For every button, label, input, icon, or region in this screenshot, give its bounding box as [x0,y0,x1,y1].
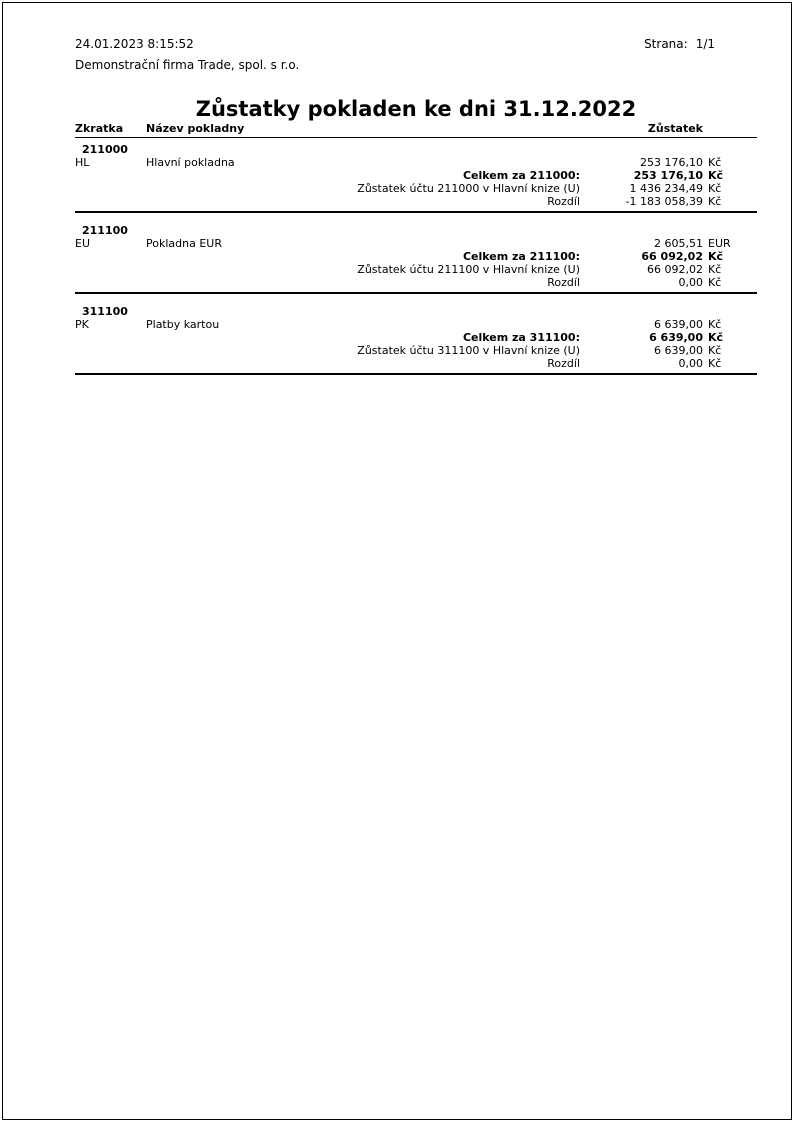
report-datetime: 24.01.2023 8:15:52 [75,37,194,51]
section-total-currency: Kč [708,331,724,344]
table-row [75,318,757,331]
account-section-211100 [75,224,757,294]
report-title: Zůstatky pokladen ke dni 31.12.2022 [195,97,637,122]
cash-register-code: EU [75,237,91,250]
page-label: Strana: [644,37,688,51]
ledger-balance-currency: Kč [708,344,722,357]
balances-report [75,122,757,375]
section-total-label: Celkem za 311100: [462,331,580,344]
ledger-balance-label: Zůstatek účtu 211100 v Hlavní knize (U) [357,263,580,276]
section-total-row [75,331,757,344]
section-total-amount: 253 176,10 [633,169,703,182]
difference-label: Rozdíl [547,276,580,289]
difference-row [75,357,757,370]
difference-label: Rozdíl [547,195,580,208]
difference-label: Rozdíl [547,357,580,370]
difference-currency: Kč [708,357,722,370]
ledger-balance-amount: 1 436 234,49 [629,182,703,195]
column-header-balance: Zůstatek [647,122,703,135]
table-row [75,237,757,250]
account-number: 311100 [82,305,128,318]
ledger-balance-label: Zůstatek účtu 311100 v Hlavní knize (U) [357,344,580,357]
ledger-balance-row [75,182,757,195]
cash-register-amount: 6 639,00 [654,318,703,331]
ledger-balance-amount: 66 092,02 [647,263,703,276]
section-total-currency: Kč [708,169,724,182]
account-group-row [75,143,757,156]
cash-register-currency: EUR [708,237,731,250]
account-group-row [75,305,757,318]
table-header-row [75,122,757,138]
difference-currency: Kč [708,276,722,289]
section-total-amount: 6 639,00 [649,331,703,344]
difference-amount: 0,00 [678,357,703,370]
ledger-balance-currency: Kč [708,263,722,276]
cash-register-amount: 253 176,10 [640,156,703,169]
cash-register-amount: 2 605,51 [654,237,703,250]
section-total-row [75,250,757,263]
section-total-currency: Kč [708,250,724,263]
cash-register-code: PK [75,318,89,331]
account-number: 211000 [82,143,128,156]
account-section-311100 [75,305,757,375]
column-header-code: Zkratka [75,122,124,135]
cash-register-currency: Kč [708,156,722,169]
account-number: 211100 [82,224,128,237]
difference-row [75,195,757,208]
table-row [75,156,757,169]
difference-amount: -1 183 058,39 [625,195,703,208]
difference-row [75,276,757,289]
section-total-amount: 66 092,02 [641,250,703,263]
section-total-row [75,169,757,182]
cash-register-code: HL [75,156,90,169]
cash-register-currency: Kč [708,318,722,331]
ledger-balance-row [75,263,757,276]
cash-register-name: Pokladna EUR [146,237,222,250]
ledger-balance-row [75,344,757,357]
page-indicator [644,37,715,51]
difference-amount: 0,00 [678,276,703,289]
column-header-name: Název pokladny [146,122,245,135]
page-number: 1/1 [695,37,715,51]
cash-register-name: Hlavní pokladna [146,156,235,169]
ledger-balance-currency: Kč [708,182,722,195]
section-total-label: Celkem za 211000: [462,169,580,182]
account-group-row [75,224,757,237]
section-total-label: Celkem za 211100: [462,250,580,263]
company-name: Demonstrační firma Trade, spol. s r.o. [75,58,300,72]
ledger-balance-amount: 6 639,00 [654,344,703,357]
account-section-211000 [75,143,757,213]
ledger-balance-label: Zůstatek účtu 211000 v Hlavní knize (U) [357,182,580,195]
cash-register-name: Platby kartou [146,318,220,331]
difference-currency: Kč [708,195,722,208]
